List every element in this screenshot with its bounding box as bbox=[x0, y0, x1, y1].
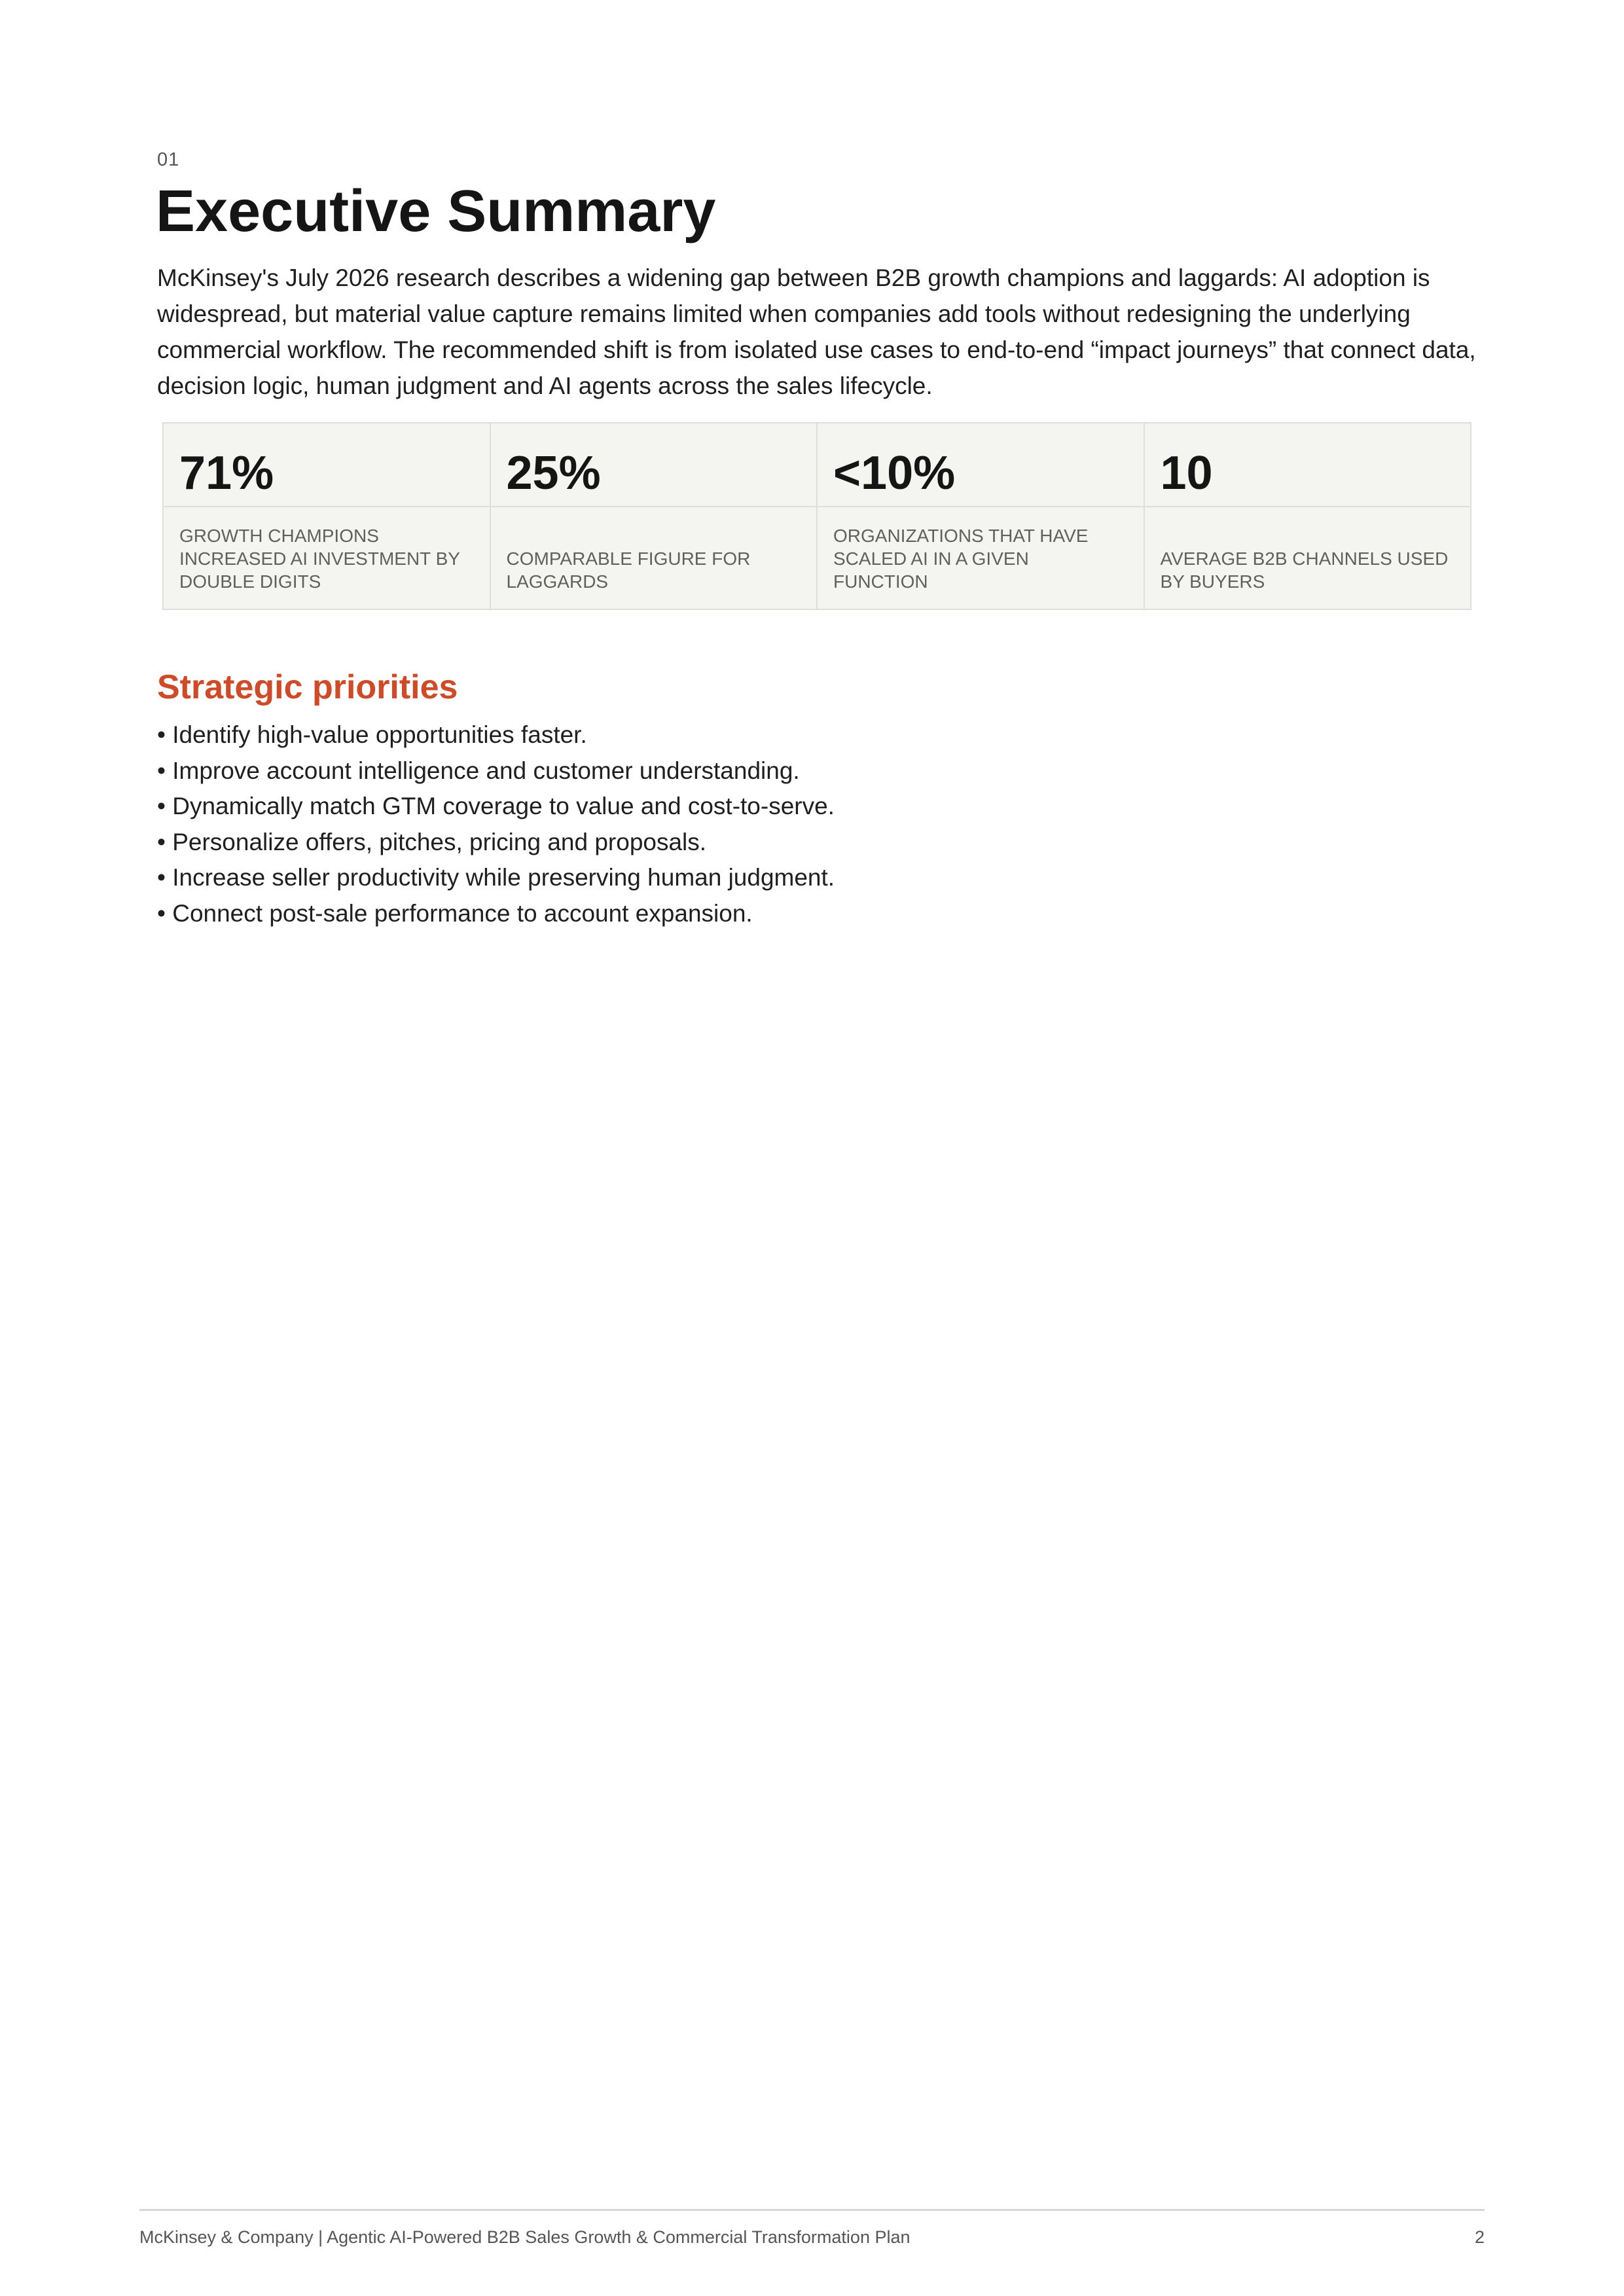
page-number: 2 bbox=[1474, 2227, 1485, 2247]
priority-item: • Personalize offers, pitches, pricing and proposals. bbox=[157, 828, 707, 855]
page-title: Executive Summary bbox=[156, 179, 716, 244]
stat-value: 25% bbox=[491, 423, 817, 507]
stat-cell bbox=[818, 423, 1145, 609]
stat-label: ORGANIZATIONS THAT HAVE SCALED AI IN A GIVEN FUNCTION bbox=[833, 526, 1089, 592]
stat-cell bbox=[1145, 423, 1471, 609]
intro-paragraph: McKinsey's July 2026 research describes a widening gap between B2B growth champions and laggards: AI adoption is widespread, but material value capture remains limited when companies add tools without redesigning the underlying commercial workflow. The recommended shift is from isolated use cases to end-to-end “impact journeys” that connect data, decision logic, human judgment and AI agents across the sales lifecycle. bbox=[157, 264, 1476, 399]
stat-label: AVERAGE B2B CHANNELS USED BY BUYERS bbox=[1160, 548, 1449, 592]
priority-item: • Connect post-sale performance to account expansion. bbox=[157, 899, 753, 927]
priority-item: • Identify high-value opportunities faster. bbox=[157, 721, 587, 748]
stat-value: 71% bbox=[164, 423, 490, 507]
stat-value: 10 bbox=[1145, 423, 1471, 507]
stat-value: <10% bbox=[818, 423, 1144, 507]
stat-label: GROWTH CHAMPIONS INCREASED AI INVESTMENT BY DOUBLE DIGITS bbox=[179, 526, 460, 592]
stat-label: COMPARABLE FIGURE FOR LAGGARDS bbox=[506, 548, 751, 592]
key-stats-table bbox=[162, 422, 1471, 610]
section-number: 01 bbox=[157, 149, 180, 170]
priorities-heading: Strategic priorities bbox=[157, 668, 458, 706]
priorities-list bbox=[157, 717, 835, 931]
footer-divider bbox=[139, 2209, 1485, 2211]
priority-item: • Improve account intelligence and customer understanding. bbox=[157, 757, 800, 784]
stat-cell bbox=[164, 423, 491, 609]
priority-item: • Dynamically match GTM coverage to value and cost-to-serve. bbox=[157, 793, 835, 819]
footer-text: McKinsey & Company | Agentic AI-Powered B2B Sales Growth & Commercial Transformation Plan bbox=[139, 2227, 911, 2247]
priority-item: • Increase seller productivity while preserving human judgment. bbox=[157, 864, 835, 891]
stat-cell bbox=[491, 423, 818, 609]
